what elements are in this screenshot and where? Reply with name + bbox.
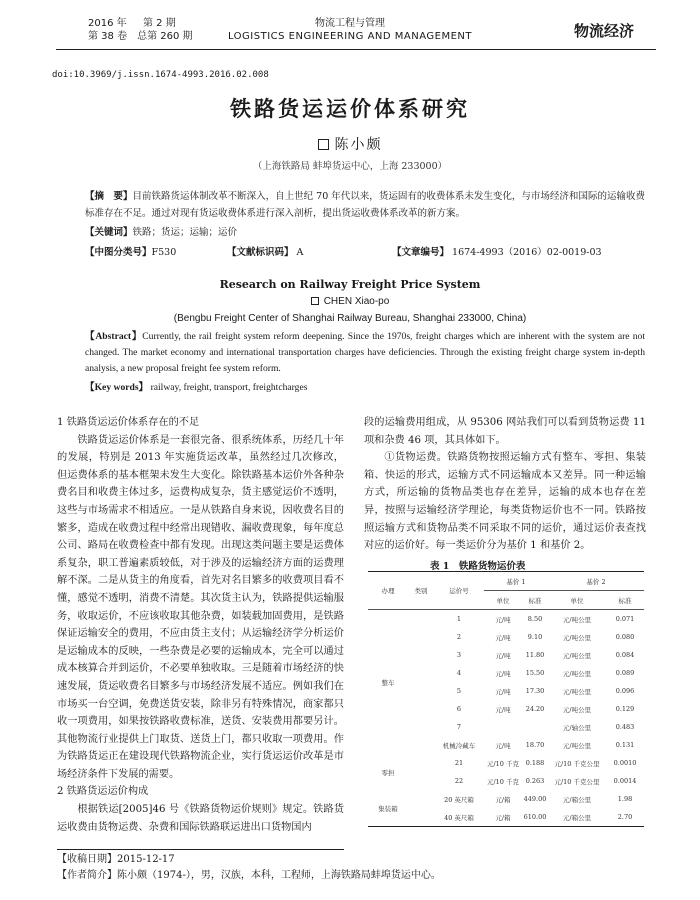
body-paragraph: 铁路货运运价体系是一套很完备、很系统体系，历经几十年的发展，特别是 2013 年实施货运改革，虽然经过几次修改，但运费体系的基本框架未发生大变化。除铁路基本运价外各种杂费名目和收费主体过多，运费构成复杂，货主感觉运价不透明，这些与市场需求不相适应。一是从铁路自身来说，因收费名目的繁多，造成在收费过程中经常出现错收、漏收费现象，每年度总公司、路局在收费检查中都有发现。出现这类问题主要是运费体系复杂，职工普遍素质较低，对于涉及的运输经济方面的运费理解不深。二是从货主的角度看，首先对名目繁多的收费项目看不懂，感觉不透明，消费不清楚。其次货主认为，铁路提供运输服务，收取运价，不应该收取其他杂费，如装载加固费用，是铁路保证运输安全的费用，不应由货主支付；从运输经济学分析运价是运输成本的反映，一些杂费是必要的运输成本，完全可以通过成本核算合并到运价，不必要单独收取。三是随着市场经济的快速发展，货运收费名目繁多与市场经济发展不适应。例如我们在市场买一台空调，免费送货安装，除非另有特殊情况，商家都只收一项费用，如果按铁路收费标准，送货、安装费用都要另计。其他物流行业提供上门取货、送货上门，都只收取一项费用。作为铁路货运正在建设现代铁路物流企业，实行货运运价改革是市场经济条件下发展的需要。: [57, 434, 344, 780]
author-en-line: [0, 296, 700, 307]
table-cell: 0.129: [615, 705, 635, 713]
table-caption: 表 1 铁路货物运价表: [430, 561, 526, 572]
right-column: [364, 414, 646, 555]
table-cell: 0.096: [615, 687, 635, 695]
clc-code: [85, 244, 176, 258]
journal-name-cn: 物流工程与管理: [315, 18, 385, 29]
journal-name-en: LOGISTICS ENGINEERING AND MANAGEMENT: [227, 31, 473, 42]
table-cell: 0.483: [615, 723, 635, 731]
table-row: [368, 754, 644, 772]
section-title: 物流经济: [574, 22, 635, 40]
table-cell: 15.50: [525, 669, 545, 677]
table-cell: 9.10: [527, 633, 543, 641]
table-cell: 元/箱公里: [562, 813, 592, 822]
affiliation-en: (Bengbu Freight Center of Shanghai Railway Bureau, Shanghai 233000, China): [173, 313, 527, 324]
freight-rate-table: [368, 571, 644, 827]
article-number: [392, 244, 602, 258]
table-cell: 元/吨: [495, 741, 511, 750]
clc-value: F530: [151, 247, 177, 258]
abstract-cn-label: 【摘 要】: [85, 191, 133, 202]
paper-title-cn: 铁路货运运价体系研究: [230, 96, 470, 121]
article-no-value: 1674-4993（2016）02-0019-03: [452, 247, 602, 258]
header-cell: 基价 2: [548, 572, 644, 591]
category-cell: [408, 754, 434, 790]
table-cell: [522, 718, 548, 736]
author-bio-label: 【作者简介】: [57, 870, 117, 881]
table-cell: 7: [456, 723, 462, 731]
table-cell: 0.071: [615, 615, 635, 623]
table-cell: 17.30: [525, 687, 545, 695]
table-cell: [484, 718, 522, 736]
section-heading-2: 2 铁路货运运价构成: [57, 786, 149, 798]
table-cell: 元/箱: [495, 795, 511, 804]
table-cell: 元/吨: [495, 705, 511, 714]
footnote-rule: [57, 849, 344, 850]
body-paragraph: 段的运输费用组成，从 95306 网站我们可以看到货物运费 11 项和杂费 46 项，其具体如下。: [364, 417, 646, 446]
doc-code: [227, 244, 303, 258]
category-cell: [408, 610, 434, 755]
table-cell: 元/吨: [495, 651, 511, 660]
received-value: 2015-12-17: [117, 854, 175, 865]
volume-total: 第 38 卷 总第 260 期: [88, 31, 193, 42]
table-cell: 元/吨: [495, 687, 511, 696]
group-cell: 集装箱: [378, 804, 398, 813]
table-cell: 8.50: [527, 615, 543, 623]
category-cell: [408, 790, 434, 827]
header-cell: 标准: [618, 596, 632, 605]
header-cell: 运价号: [449, 587, 469, 595]
table-cell: 元/吨公里: [562, 741, 592, 750]
table-cell: 元/轴公里: [562, 723, 592, 732]
author-bio-text: 陈小颇（1974-），男，汉族，本科，工程师，上海铁路局蚌埠货运中心。: [117, 870, 441, 881]
group-cell: 整车: [381, 678, 395, 687]
table-cell: 元/10 千克公里: [554, 777, 600, 786]
table-cell: 0.0014: [613, 777, 637, 785]
table-cell: 24.20: [525, 705, 545, 713]
clc-label: 【中图分类号】: [85, 247, 152, 258]
table-cell: 元/箱公里: [562, 795, 592, 804]
abstract-en-text: Currently, the rail freight system reform deepening. Since the 1970s, freight charges which are inherent with the system are not changed. The market economy and international transportation charges have deficiencies. Through the existing freight charge system in-depth analysis, a new proposal freight fee system reform.: [85, 331, 645, 374]
table-cell: 3: [456, 651, 462, 659]
table-cell: 1: [456, 615, 462, 623]
table-cell: 4: [456, 669, 462, 677]
author-en: CHEN Xiao-po: [323, 296, 390, 307]
keywords-en-text: railway, freight, transport, freightcharges: [150, 382, 308, 393]
doc-code-value: A: [296, 247, 304, 258]
table-cell: 元/吨: [495, 615, 511, 624]
abstract-en-label: 【Abstract】: [85, 331, 143, 342]
table-cell: 元/吨公里: [562, 633, 592, 642]
doi: doi:10.3969/j.issn.1674-4993.2016.02.008: [52, 70, 269, 80]
rate-table: [368, 571, 644, 827]
square-box-icon: [311, 297, 319, 305]
year-issue: 2016 年 第 2 期: [88, 18, 176, 29]
body-paragraph: 根据铁运[2005]46 号《铁路货物运价规则》规定。铁路货运收费由货物运费、杂费和国际铁路联运进出口货物国内: [57, 804, 344, 833]
left-column: [57, 414, 344, 836]
table-cell: 机械冷藏车: [442, 741, 476, 750]
table-cell: 0.188: [525, 759, 545, 767]
received-label: 【收稿日期】: [57, 854, 117, 865]
affiliation-cn: （上海铁路局 蚌埠货运中心，上海 233000）: [252, 161, 448, 172]
header-rule: [56, 49, 656, 50]
doc-code-label: 【文献标识码】: [227, 247, 294, 258]
article-no-label: 【文章编号】: [392, 247, 450, 258]
table-cell: 0.089: [615, 669, 635, 677]
keywords-en: [85, 380, 645, 396]
table-cell: 0.080: [615, 633, 635, 641]
journal-name: [220, 17, 480, 43]
table-cell: 0.131: [615, 741, 635, 749]
author-cn-line: [0, 134, 700, 154]
table-cell: 元/10 千克: [486, 777, 520, 786]
section-heading-1: 1 铁路货运运价体系存在的不足: [57, 417, 200, 428]
table-row: [368, 790, 644, 808]
table-cell: 2.70: [617, 813, 633, 821]
table-cell: 2: [456, 633, 462, 641]
table-cell: 元/吨: [495, 669, 511, 678]
header-cell: 单位: [570, 596, 584, 605]
issue-info: [88, 17, 193, 43]
square-box-icon: [318, 139, 329, 150]
header-cell: 单位: [496, 596, 510, 605]
table-cell: 1.98: [617, 795, 633, 803]
table-cell: 40 英尺箱: [444, 813, 474, 822]
author-bio: [57, 868, 441, 883]
body-paragraph: ①货物运费。铁路货物按照运输方式有整车、零担、集装箱、快运的形式，运输方式不同运输成本又差异。同一种运输方式，所运输的货物品类也存在差异，运输的成本也存在差异，按照与运输经济学理论，每类货物运价也不一同。铁路按照运输方式和货物品类不同采取不同的运价，通过运价表查找对应的运价好。每一类运价分为基价 1 和基价 2。: [364, 452, 646, 552]
table-cell: 元/吨公里: [562, 687, 592, 696]
table-cell: 610.00: [523, 813, 547, 821]
header-cell: 类别: [414, 587, 428, 595]
author-cn: 陈小颇: [334, 137, 383, 153]
header-cell: 标准: [528, 596, 542, 605]
table-cell: 0.263: [525, 777, 545, 785]
keywords-cn-label: 【关键词】: [85, 227, 133, 238]
header-cell: 办理: [381, 587, 395, 595]
table-cell: 元/吨公里: [562, 615, 592, 624]
table-cell: 20 英尺箱: [444, 795, 474, 804]
table-cell: 0.084: [615, 651, 635, 659]
table-cell: 6: [456, 705, 462, 713]
table-cell: 元/吨: [495, 633, 511, 642]
table-cell: 元/吨公里: [562, 651, 592, 660]
table-cell: 449.00: [523, 795, 547, 803]
header-cell: 基价 1: [484, 572, 548, 591]
keywords-en-label: 【Key words】: [85, 382, 149, 393]
table-cell: 元/吨公里: [562, 669, 592, 678]
table-cell: 18.70: [525, 741, 545, 749]
table-cell: 0.0010: [613, 759, 637, 767]
table-cell: 11.80: [525, 651, 545, 659]
abstract-en: [85, 329, 645, 377]
table-cell: 22: [454, 777, 464, 785]
table-cell: 元/10 千克: [486, 759, 520, 768]
abstract-cn-text: 目前铁路货运体制改革不断深入，自上世纪 70 年代以来，货运固有的收费体系未发生变化，与市场经济和国际的运输收费标准存在不足。通过对现有货运收费体系进行深入剖析，提出货运收费体系改革的新方案。: [85, 191, 645, 219]
table-cell: 元/吨公里: [562, 705, 592, 714]
keywords-cn-text: 铁路；货运；运输；运价: [132, 227, 238, 238]
table-cell: 5: [456, 687, 462, 695]
table-cell: 21: [454, 759, 464, 767]
table-row: [368, 610, 644, 629]
table-cell: 元/10 千克公里: [554, 759, 600, 768]
paper-title-en: Research on Railway Freight Price System: [219, 278, 481, 291]
keywords-cn: [85, 224, 645, 241]
abstract-cn: [85, 188, 645, 222]
table-cell: 元/箱: [495, 813, 511, 822]
group-cell: 零担: [381, 768, 395, 777]
received-date: [57, 852, 175, 867]
